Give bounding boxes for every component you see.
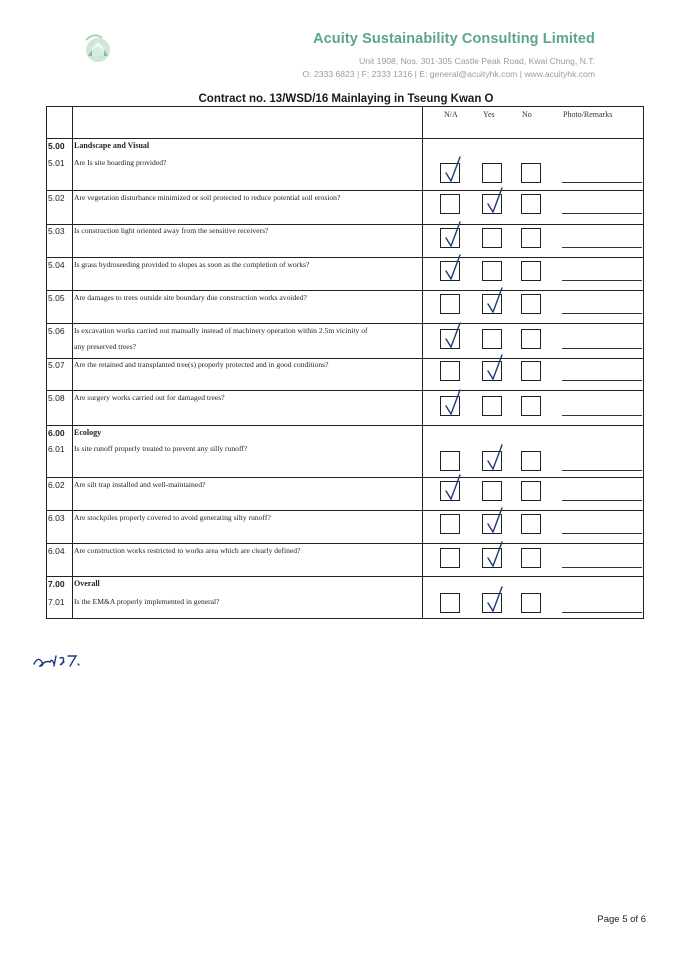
checkbox-na[interactable]: [440, 548, 460, 568]
checkbox-yes[interactable]: [482, 163, 502, 183]
checkbox-no[interactable]: [521, 396, 541, 416]
item-number: 6.04: [48, 546, 65, 556]
remarks-line[interactable]: [562, 348, 642, 349]
section-title: Overall: [74, 579, 100, 588]
checkbox-na[interactable]: [440, 451, 460, 471]
remarks-line[interactable]: [562, 313, 642, 314]
item-question: Is site runoff properly treated to prevent any silly runoff?: [74, 444, 248, 453]
checkbox-yes[interactable]: [482, 228, 502, 248]
section-title: Ecology: [74, 428, 102, 437]
remarks-line[interactable]: [562, 182, 642, 183]
checkbox-yes[interactable]: [482, 396, 502, 416]
checkbox-na[interactable]: [440, 361, 460, 381]
remarks-line[interactable]: [562, 567, 642, 568]
checkmark-icon: [482, 538, 508, 568]
checkmark-icon: [440, 386, 466, 416]
remarks-line[interactable]: [562, 415, 642, 416]
checkbox-no[interactable]: [521, 329, 541, 349]
company-address: Unit 1908, Nos. 301-305 Castle Peak Road, Kwai Chung, N.T.: [359, 56, 595, 66]
item-number: 5.02: [48, 193, 65, 203]
section-title: Landscape and Visual: [74, 141, 150, 150]
checkmark-icon: [482, 441, 508, 471]
item-question: Are damages to trees outside site boundary due construction works avoided?: [74, 293, 307, 302]
company-name: Acuity Sustainability Consulting Limited: [313, 31, 595, 47]
checkbox-no[interactable]: [521, 548, 541, 568]
checkbox-na[interactable]: [440, 593, 460, 613]
item-number: 5.04: [48, 260, 65, 270]
item-number: 5.08: [48, 393, 65, 403]
item-number: 6.02: [48, 480, 65, 490]
checkmark-icon: [482, 184, 508, 214]
col-header-na: N/A: [444, 110, 458, 119]
page-number: Page 5 of 6: [597, 914, 646, 925]
item-question: Is construction light oriented away from the sensitive receivers?: [74, 226, 269, 235]
item-question: Are vegetation disturbance minimized or soil protected to reduce potential soil erosion?: [74, 193, 341, 202]
item-question: Are Is site hoarding provided?: [74, 158, 167, 167]
section-number: 5.00: [48, 141, 65, 151]
logo-caption: [70, 70, 72, 76]
checkbox-na[interactable]: [440, 194, 460, 214]
remarks-line[interactable]: [562, 470, 642, 471]
item-question: Are stockpiles properly covered to avoid generating silty runoff?: [74, 513, 271, 522]
remarks-line[interactable]: [562, 533, 642, 534]
checkbox-no[interactable]: [521, 481, 541, 501]
checkmark-icon: [482, 284, 508, 314]
item-number: 5.01: [48, 158, 65, 168]
item-question: Is the EM&A properly implemented in general?: [74, 597, 220, 606]
checkmark-icon: [440, 471, 466, 501]
checkbox-na[interactable]: [440, 294, 460, 314]
checkmark-icon: [482, 504, 508, 534]
remarks-line[interactable]: [562, 213, 642, 214]
item-number: 6.03: [48, 513, 65, 523]
handwritten-date: [32, 650, 92, 670]
remarks-line[interactable]: [562, 280, 642, 281]
checkbox-yes[interactable]: [482, 329, 502, 349]
checkbox-yes[interactable]: [482, 481, 502, 501]
item-question-cont: any preserved trees?: [74, 342, 136, 351]
checkbox-no[interactable]: [521, 261, 541, 281]
section-number: 7.00: [48, 579, 65, 589]
remarks-line[interactable]: [562, 500, 642, 501]
checkbox-no[interactable]: [521, 194, 541, 214]
item-question: Are construction works restricted to works area which are clearly defined?: [74, 546, 301, 555]
item-number: 5.05: [48, 293, 65, 303]
item-number: 6.01: [48, 444, 65, 454]
checkbox-no[interactable]: [521, 361, 541, 381]
item-question: Is grass hydroseeding provided to slopes as soon as the completion of works?: [74, 260, 310, 269]
col-header-no: No: [522, 110, 532, 119]
checkbox-no[interactable]: [521, 163, 541, 183]
checkmark-icon: [482, 351, 508, 381]
item-question: Are silt trap installed and well-maintained?: [74, 480, 206, 489]
item-question: Is excavation works carried out manually instead of machinery operation within 2.5m vicinity of: [74, 326, 368, 335]
remarks-line[interactable]: [562, 247, 642, 248]
checkbox-no[interactable]: [521, 228, 541, 248]
checkmark-icon: [440, 153, 466, 183]
remarks-line[interactable]: [562, 380, 642, 381]
item-number: 7.01: [48, 597, 65, 607]
checkbox-na[interactable]: [440, 514, 460, 534]
checkbox-no[interactable]: [521, 451, 541, 471]
checkmark-icon: [482, 583, 508, 613]
item-question: Are the retained and transplanted tree(s) properly protected and in good conditions?: [74, 360, 329, 369]
checkbox-no[interactable]: [521, 294, 541, 314]
contract-title: Contract no. 13/WSD/16 Mainlaying in Tseung Kwan O: [198, 93, 494, 105]
checkbox-no[interactable]: [521, 514, 541, 534]
col-header-yes: Yes: [483, 110, 495, 119]
company-logo: [72, 26, 124, 78]
checkbox-yes[interactable]: [482, 261, 502, 281]
company-contact: O: 2333 6823 | F: 2333 1316 | E: general@acuityhk.com | www.acuityhk.com: [302, 69, 595, 79]
item-number: 5.06: [48, 326, 65, 336]
item-number: 5.03: [48, 226, 65, 236]
item-number: 5.07: [48, 360, 65, 370]
col-header-remarks: Photo/Remarks: [563, 110, 613, 119]
checkbox-no[interactable]: [521, 593, 541, 613]
remarks-line[interactable]: [562, 612, 642, 613]
checkmark-icon: [440, 319, 466, 349]
checkmark-icon: [440, 218, 466, 248]
checkmark-icon: [440, 251, 466, 281]
item-question: Are surgery works carried out for damaged trees?: [74, 393, 225, 402]
section-number: 6.00: [48, 428, 65, 438]
